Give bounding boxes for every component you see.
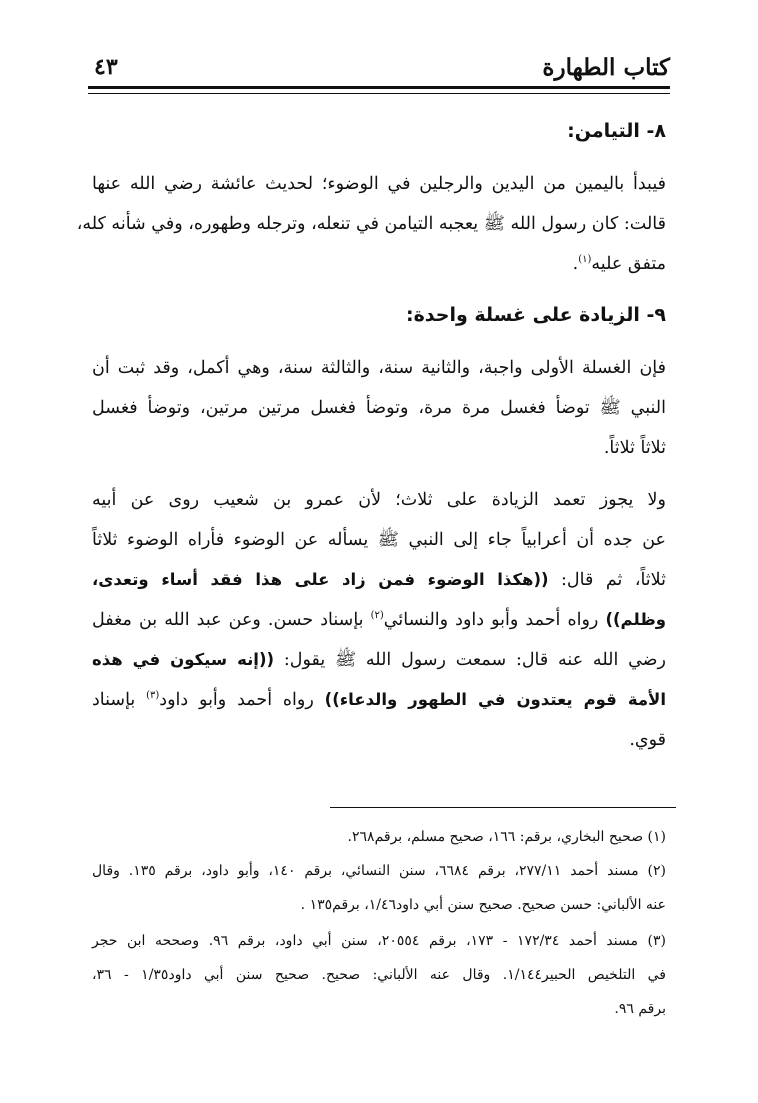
header-rule-thin [88, 93, 670, 94]
body-text: رواه أحمد وأبو داود والنسائي [383, 610, 606, 630]
hadith-quote: ((إنه سيكون في هذه [92, 650, 275, 669]
footnote-ref: (١) [578, 254, 592, 266]
footnote-3-cont: برقم ٩٦. [614, 1001, 666, 1017]
section-heading-8: ٨- التيامن: [567, 120, 666, 142]
body-line: ولا يجوز تعمد الزيادة على ثلاث؛ لأن عمرو بن شعيب روى عن أبيه [92, 490, 666, 510]
hadith-quote: الأمة قوم يعتدون في الطهور والدعاء)) [324, 690, 666, 709]
body-line: عن جده أن أعرابياً جاء إلى النبي ﷺ يسأله عن الوضوء فأراه الوضوء ثلاثاً [92, 530, 666, 550]
body-line [92, 646, 666, 674]
body-line: النبي ﷺ توضأ فغسل مرة مرة، وتوضأ فغسل مرتين مرتين، وتوضأ فغسل [92, 398, 666, 418]
footnote-2-cont: عنه الألباني: حسن صحيح. صحيح سنن أبي داود١/٤٦، برقم١٣٥ . [300, 897, 666, 913]
body-line [92, 566, 666, 594]
body-line [92, 606, 666, 634]
body-text: متفق عليه [591, 254, 666, 274]
body-text: بإسناد [92, 690, 147, 710]
footnote-ref: (٢) [370, 610, 384, 622]
body-line: فإن الغسلة الأولى واجبة، والثانية سنة، والثالثة سنة، وهي أكمل، وقد ثبت أن [92, 358, 666, 378]
hadith-quote: ((هكذا الوضوء فمن زاد على هذا فقد أساء وتعدى، [92, 570, 549, 589]
book-title: كتاب الطهارة [542, 54, 670, 81]
footnote-3-cont: في التلخيص الحبير١/١٤٤. وقال عنه الألباني: صحيح. صحيح سنن أبي داود١/٣٥ - ٣٦، [92, 967, 667, 983]
footnote-separator [330, 807, 676, 808]
body-text: رواه أحمد وأبو داود [159, 690, 325, 710]
body-text: بإسناد حسن. وعن عبد الله بن مغفل [92, 610, 371, 630]
footnote-3: (٣) مسند أحمد ١٧٢/٣٤ - ١٧٣، برقم ٢٠٥٥٤، سنن أبي داود، برقم ٩٦. وصححه ابن حجر [92, 933, 666, 949]
footnote-ref: (٣) [146, 690, 160, 702]
body-text: رضي الله عنه قال: سمعت رسول الله ﷺ يقول: [274, 650, 666, 670]
hadith-quote: وظلم)) [605, 610, 666, 629]
page-number: ٤٣ [94, 54, 118, 80]
body-line: متفق عليه$^{(١)}$. [572, 254, 666, 274]
body-line: فيبدأ باليمين من اليدين والرجلين في الوضوء؛ لحديث عائشة رضي الله عنها [92, 174, 666, 194]
body-text: ثلاثاً، ثم قال: [548, 570, 666, 590]
body-line [92, 686, 666, 714]
body-line: قوي. [629, 730, 666, 750]
header-rule-thick [88, 86, 670, 89]
running-header [88, 52, 670, 88]
body-line: ثلاثاً ثلاثاً. [603, 438, 666, 458]
section-heading-9: ٩- الزيادة على غسلة واحدة: [405, 304, 666, 326]
footnote-2: (٢) مسند أحمد ٢٧٧/١١، برقم ٦٦٨٤، سنن النسائي، برقم ١٤٠، وأبو داود، برقم ١٣٥. وقال [92, 863, 666, 879]
body-line: قالت: كان رسول الله ﷺ يعجبه التيامن في تنعله، وترجله وطهوره، وفي شأنه كله، [76, 214, 666, 234]
footnote-1: (١) صحيح البخاري، برقم: ١٦٦، صحيح مسلم، برقم٢٦٨. [347, 829, 666, 845]
